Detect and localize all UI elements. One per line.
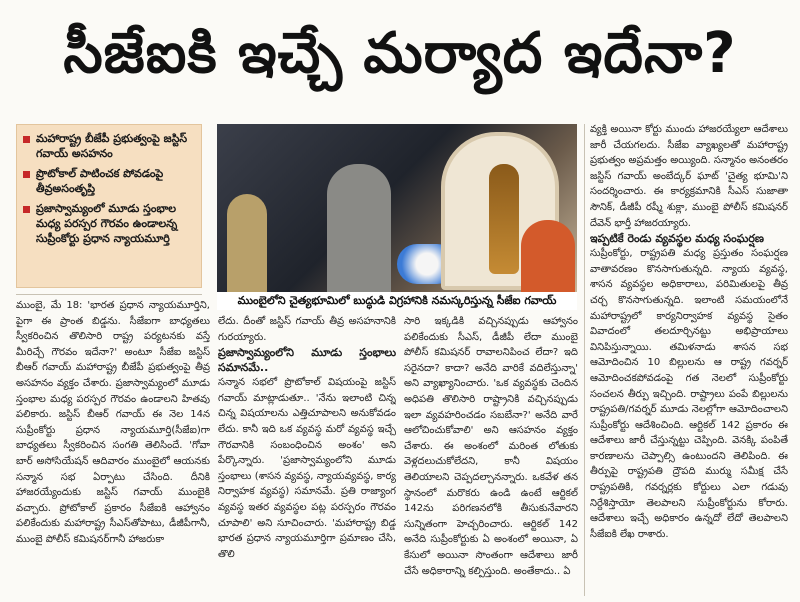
article-paragraph: వ్యక్తి అయినా కోర్టు ముందు హాజరయ్యేలా ఆదేశాలు జారీ చేయగలదు. సీజేఐ వ్యాఖ్యలతో మహారాష్ట్ర ప్రభుత్వం అప్రమత్తం అయ్యింది. సన్మానం అనంతరం జస్టిస్ గవాయ్ అంబేద్కర్ ఘాట్ 'చైత్య భూమి'ని సందర్శించారు. ఈ కార్యక్రమానికి సీఎస్ సుజాతా సౌనిక్, డీజీపీ రష్మీ శుక్లా, ముంబై పోలీస్ కమిషనర్ దేవెన్ భార్తీ హాజరయ్యారు. — [590, 124, 788, 229]
article-column-2 — [218, 314, 396, 598]
highlight-item — [23, 131, 195, 161]
highlight-item — [23, 166, 195, 196]
article-column-right — [590, 122, 788, 598]
news-photo — [217, 124, 577, 292]
article-paragraph: సన్మాన సభలో ప్రొటోకాల్ విషయంపై జస్టిస్ గవాయ్ మాట్లాడుతూ.. 'నేను ఇలాంటి చిన్న చిన్న విషయాలను ఎత్తిచూపాలని అనుకోవడం లేదు. కానీ ఇది ఒక వ్యవస్థ మరో వ్యవస్థ ఇచ్చే గౌరవానికి సంబంధించిన అంశం' అని పేర్కొన్నారు. 'ప్రజాస్వామ్యంలోని మూడు స్తంభాలు (శాసన వ్యవస్థ, న్యాయవ్యవస్థ, కార్య నిర్వాహక వ్యవస్థ) సమానమే. ప్రతి రాజ్యాంగ వ్యవస్థ ఇతర వ్యవస్థల పట్ల పరస్పరం గౌరవం చూపాలి' అని సూచించారు. 'మహారాష్ట్ర బిడ్డ భారత ప్రధాన న్యాయమూర్తిగా ప్రమాణం చేసి, తొలి — [218, 377, 396, 560]
article-subheading: ప్రజాస్వామ్యంలోని మూడు స్తంభాలు సమానమే.. — [218, 346, 396, 375]
article-paragraph: ముంబై, మే 18: 'భారత ప్రధాన న్యాయమూర్తిని, పైగా ఈ ప్రాంత బిడ్డను. సీజేఐగా బాధ్యతలు స్వీకరించిన తొలిసారి రాష్ట్ర పర్యటనకు వస్తే మీరిచ్చే గౌరవం ఇదేనా?' అంటూ సీజేఐ జస్టిస్ బీఆర్ గవాయ్ మహారాష్ట్ర బీజేపీ ప్రభుత్వంపై తీవ్ర అసహనం వ్యక్తం చేశారు. ప్రజాస్వామ్యంలో మూడు స్తంభాల మధ్య పరస్పర గౌరవం ఉండాలని హితవు పలికారు. జస్టిస్ బీఆర్ గవాయ్ ఈ నెల 14న సుప్రీంకోర్టు ప్రధాన న్యాయమూర్తి(సీజేఐ)గా బాధ్యతలు స్వీకరించిన సంగతి తెలిసిందే. 'గోవా బార్ అసోసియేషన్ ఆదివారం ముంబైలో ఆయనకు సన్మాన సభ ఏర్పాటు చేసింది. దీనికి హాజరయ్యేందుకు జస్టిస్ గవాయ్ ముంబైకి వచ్చారు. ప్రోటోకాల్ ప్రకారం సీజేఐకి ఆహ్వానం పలికేందుకు మహారాష్ట్ర సీఎస్‌తోపాటు, డీజీపీగానీ, ముంబై పోలీస్ కమిషనర్‌గానీ హాజరుకా — [16, 300, 210, 545]
photo-figure-cji — [327, 164, 391, 292]
article-paragraph: లేదు. దీంతో జస్టిస్ గవాయ్ తీవ్ర అసహనానికి గురయ్యారు. — [218, 316, 396, 343]
column-divider — [584, 124, 585, 596]
highlight-text: మహారాష్ట్ర బీజేపీ ప్రభుత్వంపై జస్టిస్ గవాయ్ అసహనం — [36, 132, 188, 160]
photo-figure-officer — [227, 194, 267, 292]
photo-figure-monk — [521, 220, 575, 292]
photo-buddha-statue — [489, 164, 519, 274]
article-subheading: ఇప్పటికే రెండు వ్యవస్థల మధ్య సంఘర్షణ — [590, 232, 764, 246]
highlight-text: ప్రజాస్వామ్యంలో మూడు స్తంభాల మధ్య పరస్పర గౌరవం ఉండాలన్న సుప్రీంకోర్టు ప్రధాన న్యాయమూర్తి — [36, 202, 178, 245]
article-paragraph: సారి ఇక్కడికి వచ్చినప్పుడు ఆహ్వానం పలికేందుకు సీఎస్, డీజీపీ లేదా ముంబై పోలీస్ కమిషనర్ రావాలనిపించ లేదా? ఇది సరైనదా? కాదా? అనేది వారికే వదిలేస్తున్నా' అని వ్యాఖ్యానించారు. 'ఒక వ్యవస్థకు చెందిన అధిపతి తొలిసారి రాష్ట్రానికి వచ్చినప్పుడు ఇలా వ్యవహరించడం సబబేనా?' అనేది వారే ఆలోచించుకోవాలి' అని ఆసహనం వ్యక్తం చేశారు. ఈ అంశంలో మరింత లోతుకు వెళ్లదలుచుకోలేదని, కానీ విషయం తెలియాలని చెప్పదల్చానన్నారు. ఒకవేళ తన స్థానంలో మరొకరు ఉండి ఉంటే ఆర్టికల్ 142ను పరిగణనలోకి తీసుకునేవారని సున్నితంగా హెచ్చరించారు. ఆర్టికల్ 142 అనేది సుప్రీంకోర్టుకు ఏ అంశంలో అయినా, ఏ కేసులో అయినా సొంతంగా ఆదేశాలు జారీ చేసే అధికారాన్ని కల్పిస్తుంది. అంతేకాదు.. ఏ — [404, 316, 578, 577]
headline: సీజేఐకి ఇచ్చే మర్యాద ఇదేనా? — [63, 20, 737, 86]
bullet-square-icon — [23, 136, 30, 143]
article-column-3 — [404, 314, 578, 598]
bullet-square-icon — [23, 206, 30, 213]
article-column-1 — [16, 298, 210, 598]
highlight-text: ప్రొటోకాల్ పాటించక పోవడంపై తీవ్రఅసంతృప్తి — [36, 167, 164, 195]
bullet-square-icon — [23, 171, 30, 178]
highlight-item — [23, 201, 195, 246]
photo-caption: ముంబైలోని చైత్యభూమిలో బుద్ధుడి విగ్రహానికి నమస్కరిస్తున్న సీజేఐ గవాయ్ — [217, 292, 577, 310]
article-paragraph: సుప్రీంకోర్టు, రాష్ట్రపతి మధ్య ప్రస్తుతం సంఘర్షణ వాతావరణం కొనసాగుతున్నది. న్యాయ వ్యవస్థ, శాసన వ్యవస్థల అధికారాలు, పరిమితులపై తీవ్ర చర్చ కొనసాగుతున్నది. ఇలాంటి సమయంలోనే మహారాష్ట్రలో కార్యనిర్వాహక వ్యవస్థ సైతం వివాదంలో తలదూర్చినట్టు అభిప్రాయాలు వినిపిస్తున్నాయి. తమిళనాడు శాసన సభ ఆమోదించిన 10 బిల్లులను ఆ రాష్ట్ర గవర్నర్ ఆమోదించకపోవడంపై గత నెలలో సుప్రీంకోర్టు సంచలన తీర్పు ఇచ్చింది. రాష్ట్రాలు పంపే బిల్లులను రాష్ట్రపతి/గవర్నర్ మూడు నెలల్లోగా ఆమోదించాలని సుప్రీంకోర్టు ఆదేశించింది. ఆర్టికల్ 142 ప్రకారం ఈ ఆదేశాలు జారీ చేస్తున్నట్టు చెప్పింది. వెనక్కి పంపితే కారణాలను చెప్పాల్సి ఉంటుందని తెలిపింది. ఈ తీర్పుపై రాష్ట్రపతి ద్రౌపది ముర్ము సమీక్ష చేసే రాష్ట్రపతికి, గవర్నర్లకు కోర్టులు ఎలా గడువు నిర్దేశిస్తాయో తెలపాలని సుప్రీంకోర్టును కోరారు. ఆదేశాలు ఇచ్చే అధికారం ఉన్నదో లేదో తెలపాలని సీజేఐకి లేఖ రాశారు. — [590, 248, 788, 540]
row-divider — [16, 294, 202, 295]
highlights-box — [16, 124, 202, 288]
